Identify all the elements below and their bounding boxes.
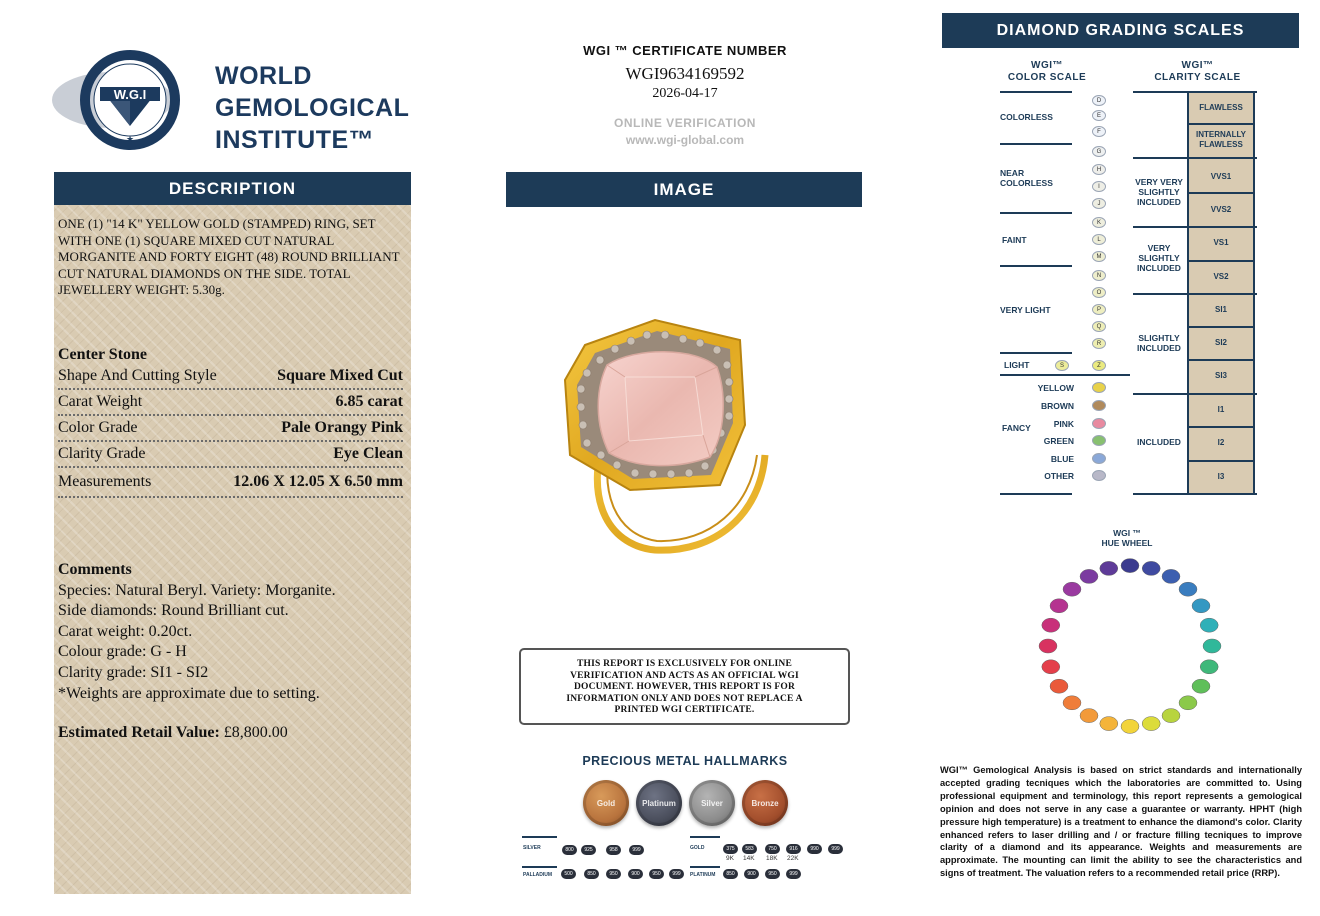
color-scale-title: WGI™ COLOR SCALE bbox=[1007, 60, 1087, 83]
hue-gem bbox=[1042, 618, 1060, 632]
comments-section bbox=[58, 560, 403, 704]
description-text: ONE (1) "14 K" YELLOW GOLD (STAMPED) RING, SET WITH ONE (1) SQUARE MIXED CUT NATURAL MORGANITE AND FORTY EIGHT (48) ROUND BRILLIANT CUT NATURAL DIAMONDS ON THE SIDE. TOTAL JEWELLERY WEIGHT: 5.30g. bbox=[58, 216, 400, 297]
hallmark-stamp: 375 bbox=[723, 844, 738, 854]
hallmark-stamp: 950 bbox=[606, 869, 621, 879]
clarity-group-label: INCLUDED bbox=[1137, 437, 1181, 447]
hue-gem bbox=[1121, 559, 1139, 573]
hallmark-stamp: 950 bbox=[649, 869, 664, 879]
scale-divider bbox=[1187, 260, 1255, 262]
hallmark-stamp: 916 bbox=[786, 844, 801, 854]
color-grade-gem: M bbox=[1092, 251, 1106, 262]
clarity-grade: SI3 bbox=[1214, 371, 1227, 380]
clarity-grade: INTERNALLY FLAWLESS bbox=[1196, 130, 1246, 149]
scale-divider bbox=[1133, 293, 1257, 295]
color-group-label: COLORLESS bbox=[1000, 112, 1053, 122]
certificate-number: WGI9634169592 bbox=[625, 64, 745, 83]
fancy-color-label: YELLOW bbox=[1037, 383, 1074, 393]
scale-divider bbox=[1000, 374, 1130, 376]
hue-gem bbox=[1179, 696, 1197, 710]
color-grade-gem: J bbox=[1092, 198, 1106, 209]
hallmark-divider bbox=[522, 836, 557, 838]
spec-label: Clarity Grade bbox=[58, 445, 146, 462]
hue-gem bbox=[1192, 679, 1210, 693]
hue-gem bbox=[1142, 561, 1160, 575]
hallmark-stamp: 583 bbox=[742, 844, 757, 854]
hallmark-divider bbox=[522, 866, 557, 868]
pink-gem-icon bbox=[1092, 418, 1106, 429]
fancy-color-label: BLUE bbox=[1050, 454, 1074, 464]
color-grade-gem: L bbox=[1092, 234, 1106, 245]
spec-label: Carat Weight bbox=[58, 393, 143, 410]
spec-value: Pale Orangy Pink bbox=[281, 419, 403, 436]
hue-gem bbox=[1162, 709, 1180, 723]
other-gem-icon bbox=[1092, 470, 1106, 481]
spec-row bbox=[58, 468, 403, 498]
color-grade-gem: D bbox=[1092, 95, 1106, 106]
color-grade-gem: G bbox=[1092, 146, 1106, 157]
clarity-grade: I3 bbox=[1217, 472, 1225, 481]
verification-url[interactable]: www.wgi-global.com bbox=[625, 133, 745, 147]
comment-line: Colour grade: G - H bbox=[58, 643, 187, 661]
karat-label: 9K bbox=[726, 855, 734, 862]
color-grade-gem: Z bbox=[1092, 360, 1106, 371]
color-group-label: LIGHT bbox=[1004, 360, 1030, 370]
color-group-label: VERY LIGHT bbox=[1000, 305, 1051, 315]
hallmark-stamp: 850 bbox=[723, 869, 738, 879]
comment-line: *Weights are approximate due to setting. bbox=[58, 684, 320, 702]
brown-gem-icon bbox=[1092, 400, 1106, 411]
hallmark-divider bbox=[690, 866, 720, 868]
clarity-grade: VS2 bbox=[1213, 272, 1229, 281]
hallmark-stamp: 999 bbox=[786, 869, 801, 879]
spec-row bbox=[58, 442, 403, 468]
hue-gem bbox=[1179, 582, 1197, 596]
color-grade-gem: I bbox=[1092, 181, 1106, 192]
scale-divider bbox=[1133, 493, 1257, 495]
scale-divider bbox=[1187, 426, 1255, 428]
color-group-label: NEAR COLORLESS bbox=[1000, 168, 1053, 188]
clarity-group-label: VERY SLIGHTLY INCLUDED bbox=[1137, 243, 1181, 273]
hue-gem bbox=[1142, 717, 1160, 731]
hallmark-stamp: 999 bbox=[669, 869, 684, 879]
hue-gem bbox=[1063, 582, 1081, 596]
clarity-grade: SI2 bbox=[1214, 338, 1227, 347]
scale-divider bbox=[1133, 157, 1257, 159]
online-verification-notice: THIS REPORT IS EXCLUSIVELY FOR ONLINE VERIFICATION AND ACTS AS AN OFFICIAL WGI DOCUMENT. HOWEVER, THIS REPORT IS FOR INFORMATION ONLY AND DOES NOT REPLACE A PRINTED WGI CERTIFICATE. bbox=[519, 648, 850, 725]
karat-label: 14K bbox=[743, 855, 755, 862]
scale-divider bbox=[1000, 143, 1072, 145]
grading-scales-heading: DIAMOND GRADING SCALES bbox=[942, 13, 1299, 48]
clarity-grade: SI1 bbox=[1214, 305, 1227, 314]
clarity-grade: VVS1 bbox=[1210, 172, 1232, 181]
gemological-analysis-disclaimer: WGI™ Gemological Analysis is based on strict standards and internationally accepted grading tecniques which the laboratories are committed to. Using professional equipment and terminology, this report represents a gemological opinion and does not serve in any case a guarantee or warranty. HPHT (high pressure high temperature) is a treatment to enhance the diamond's color. Clarity enhanced refers to laser drilling and / or fracture filling tecniques to improve clarity of a diamond and its appearance. Weights and measurements are approximate. The mounting can limit the ability to see the characteristics and signs of treatment. The valuation refers to a recommended retail price (RRP). bbox=[940, 765, 1302, 879]
hue-wheel bbox=[1010, 548, 1250, 748]
color-grade-gem: S bbox=[1055, 360, 1069, 371]
hue-gem bbox=[1100, 561, 1118, 575]
fancy-color-label: OTHER bbox=[1044, 471, 1074, 481]
scale-divider bbox=[1000, 91, 1072, 93]
online-verification-label: ONLINE VERIFICATION bbox=[614, 116, 756, 130]
clarity-group-label: SLIGHTLY INCLUDED bbox=[1137, 333, 1181, 353]
retail-label: Estimated Retail Value: bbox=[58, 724, 220, 741]
scale-divider bbox=[1187, 192, 1255, 194]
hue-gem bbox=[1080, 569, 1098, 583]
hallmark-stamp: 999 bbox=[828, 844, 843, 854]
karat-label: 22K bbox=[787, 855, 799, 862]
color-grade-gem: F bbox=[1092, 126, 1106, 137]
hallmark-stamp: 800 bbox=[562, 845, 577, 855]
hue-gem bbox=[1063, 696, 1081, 710]
description-heading: DESCRIPTION bbox=[54, 172, 411, 205]
color-group-label: FANCY bbox=[1002, 423, 1031, 433]
fancy-color-label: GREEN bbox=[1043, 436, 1074, 446]
clarity-grade: VS1 bbox=[1213, 238, 1229, 247]
fancy-color-label: PINK bbox=[1053, 419, 1074, 429]
comment-line: Clarity grade: SI1 - SI2 bbox=[58, 663, 209, 681]
color-grade-gem: P bbox=[1092, 304, 1106, 315]
hallmark-stamp: 500 bbox=[561, 869, 576, 879]
spec-label: Color Grade bbox=[58, 419, 138, 436]
clarity-scale-title: WGI™ CLARITY SCALE bbox=[1154, 60, 1241, 83]
hue-gem bbox=[1200, 618, 1218, 632]
yellow-gem-icon bbox=[1092, 382, 1106, 393]
hallmark-stamp: 900 bbox=[744, 869, 759, 879]
spec-label: Measurements bbox=[58, 473, 152, 490]
wgi-globe-emblem bbox=[50, 50, 200, 150]
spec-value: 12.06 X 12.05 X 6.50 mm bbox=[233, 473, 403, 490]
scale-divider bbox=[1000, 265, 1072, 267]
hallmark-stamp: 990 bbox=[807, 844, 822, 854]
hallmark-stamp: 958 bbox=[606, 845, 621, 855]
platinum-coin: Platinum bbox=[636, 780, 682, 826]
hue-gem bbox=[1203, 639, 1221, 653]
palladium-hallmark-label: PALLADIUM bbox=[523, 872, 553, 878]
certificate-date: 2026-04-17 bbox=[652, 86, 718, 101]
color-grade-gem: H bbox=[1092, 164, 1106, 175]
hallmark-divider bbox=[690, 836, 720, 838]
svg-text:W.G.I: W.G.I bbox=[113, 87, 147, 102]
image-heading: IMAGE bbox=[506, 172, 862, 207]
scale-divider bbox=[1187, 326, 1255, 328]
scale-divider bbox=[1187, 359, 1255, 361]
certificate-number-label: WGI ™ CERTIFICATE NUMBER bbox=[583, 43, 787, 58]
hue-gem bbox=[1042, 660, 1060, 674]
karat-label: 18K bbox=[766, 855, 778, 862]
clarity-grade: I2 bbox=[1217, 438, 1225, 447]
blue-gem-icon bbox=[1092, 453, 1106, 464]
hallmark-stamp: 900 bbox=[628, 869, 643, 879]
spec-value: Square Mixed Cut bbox=[277, 367, 403, 384]
comment-line: Carat weight: 0.20ct. bbox=[58, 622, 193, 640]
gold-coin: Gold bbox=[583, 780, 629, 826]
hue-gem bbox=[1192, 599, 1210, 613]
svg-text:★: ★ bbox=[125, 134, 135, 144]
color-grade-gem: E bbox=[1092, 110, 1106, 121]
clarity-grade: I1 bbox=[1217, 405, 1225, 414]
color-group-label: FAINT bbox=[1002, 235, 1027, 245]
green-gem-icon bbox=[1092, 435, 1106, 446]
scale-divider bbox=[1000, 493, 1072, 495]
hallmarks-title: PRECIOUS METAL HALLMARKS bbox=[582, 754, 788, 768]
scale-divider bbox=[1187, 460, 1255, 462]
hallmark-stamp: 999 bbox=[629, 845, 644, 855]
hallmark-stamp: 750 bbox=[765, 844, 780, 854]
color-grade-gem: K bbox=[1092, 217, 1106, 228]
color-grade-gem: O bbox=[1092, 287, 1106, 298]
hallmark-stamp: 850 bbox=[584, 869, 599, 879]
clarity-group-label: VERY VERY SLIGHTLY INCLUDED bbox=[1135, 177, 1183, 207]
scale-divider bbox=[1133, 393, 1257, 395]
hue-gem bbox=[1100, 717, 1118, 731]
retail-value: £8,800.00 bbox=[223, 724, 288, 741]
scale-divider bbox=[1000, 212, 1072, 214]
hue-gem bbox=[1200, 660, 1218, 674]
hue-gem bbox=[1050, 679, 1068, 693]
spec-value: 6.85 carat bbox=[335, 393, 403, 410]
hallmark-stamp: 925 bbox=[581, 845, 596, 855]
gold-hallmark-label: GOLD bbox=[690, 845, 705, 851]
spec-value: Eye Clean bbox=[333, 445, 403, 462]
hue-gem bbox=[1039, 639, 1057, 653]
center-stone-specs bbox=[58, 364, 403, 498]
hue-gem bbox=[1121, 719, 1139, 733]
scale-divider bbox=[1133, 91, 1257, 93]
platinum-hallmark-label: PLATINUM bbox=[690, 872, 716, 878]
comment-line: Side diamonds: Round Brilliant cut. bbox=[58, 602, 289, 620]
color-grade-gem: N bbox=[1092, 270, 1106, 281]
scale-divider bbox=[1133, 226, 1257, 228]
silver-coin: Silver bbox=[689, 780, 735, 826]
comment-line: Species: Natural Beryl. Variety: Morganite. bbox=[58, 581, 336, 599]
spec-row bbox=[58, 390, 403, 416]
center-stone-title: Center Stone bbox=[58, 346, 148, 363]
bronze-coin: Bronze bbox=[742, 780, 788, 826]
scale-divider bbox=[1000, 352, 1072, 354]
comments-title: Comments bbox=[58, 561, 132, 578]
hue-gem bbox=[1050, 599, 1068, 613]
hue-gem bbox=[1162, 569, 1180, 583]
fancy-color-label: BROWN bbox=[1040, 401, 1074, 411]
hallmark-stamp: 950 bbox=[765, 869, 780, 879]
spec-row bbox=[58, 364, 403, 390]
color-grade-gem: R bbox=[1092, 338, 1106, 349]
description-panel bbox=[54, 172, 411, 894]
institute-name: WORLD GEMOLOGICAL INSTITUTE™ bbox=[215, 62, 410, 154]
metal-coins bbox=[583, 780, 788, 826]
ring-photo bbox=[545, 285, 805, 585]
spec-row bbox=[58, 416, 403, 442]
spec-label: Shape And Cutting Style bbox=[58, 367, 217, 384]
clarity-grade: FLAWLESS bbox=[1199, 103, 1243, 112]
wgi-logo bbox=[50, 50, 420, 160]
scale-divider bbox=[1187, 123, 1255, 125]
silver-hallmark-label: SILVER bbox=[523, 845, 541, 851]
hue-wheel-title: WGI ™ HUE WHEEL bbox=[1101, 528, 1153, 548]
clarity-grade: VVS2 bbox=[1210, 205, 1232, 214]
color-grade-gem: Q bbox=[1092, 321, 1106, 332]
estimated-retail-value bbox=[58, 724, 288, 742]
hue-gem bbox=[1080, 709, 1098, 723]
